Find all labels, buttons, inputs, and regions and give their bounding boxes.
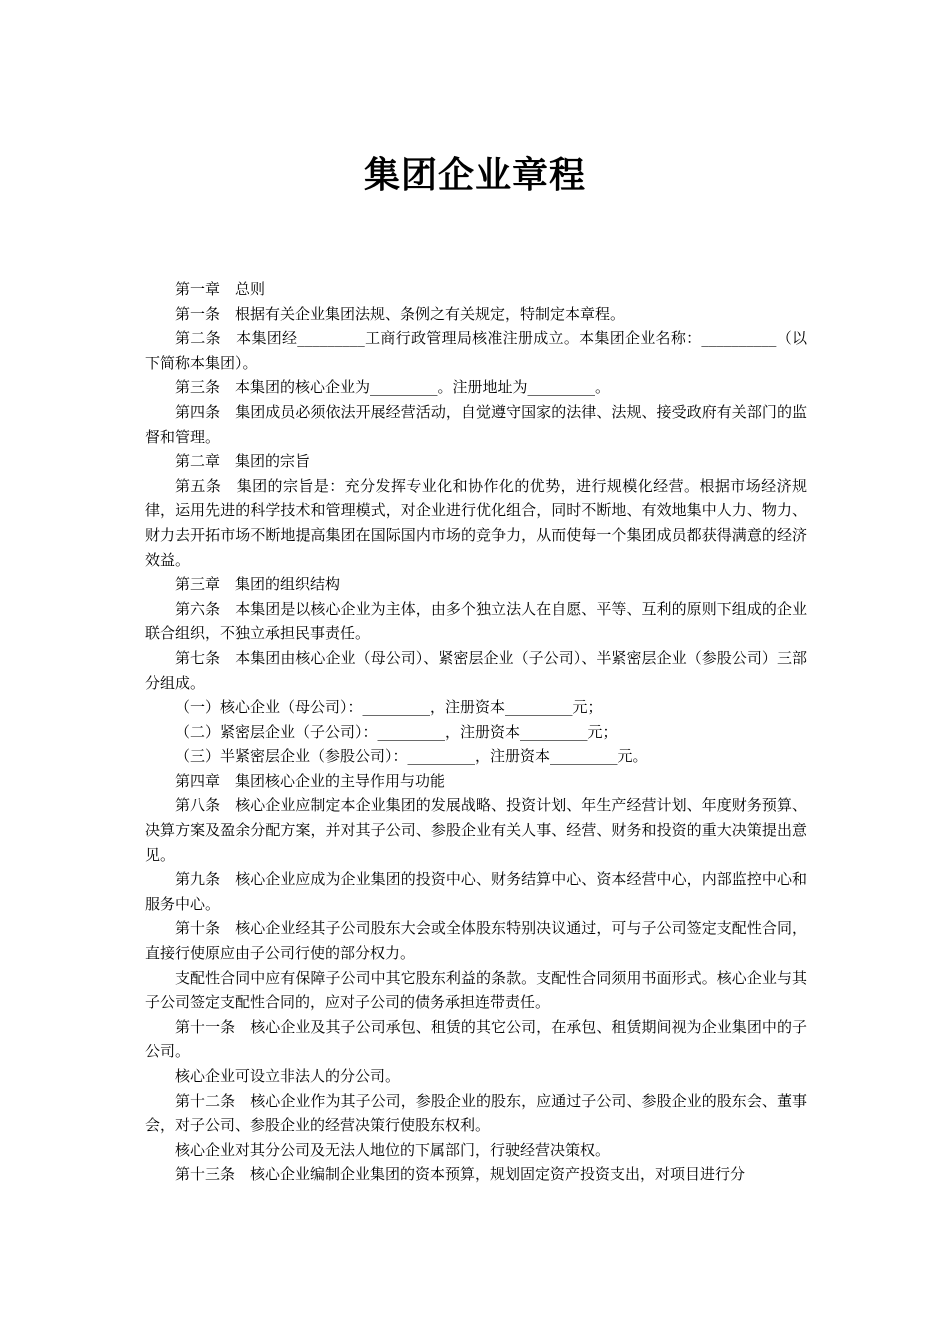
article-paragraph: 第十一条 核心企业及其子公司承包、租赁的其它公司，在承包、租赁期间视为企业集团中的子公司。 [145, 1017, 807, 1061]
document-body [145, 277, 807, 1187]
chapter-heading: 第四章 集团核心企业的主导作用与功能 [175, 771, 446, 790]
list-item: （三）半紧密层企业（参股公司）：_________，注册资本_________元。 [175, 747, 648, 766]
document-title: 集团企业章程 [363, 155, 586, 196]
article-paragraph: 第二条 本集团经_________工商行政管理局核准注册成立。本集团企业名称：__________（以下简称本集团）。 [145, 329, 807, 372]
article-paragraph: 第五条 集团的宗旨是：充分发挥专业化和协作化的优势，进行规模化经营。根据市场经济规律，运用先进的科学技术和管理模式，对企业进行优化组合，同时不断地、有效地集中人力、物力、财力去开拓市场不断地提高集团在国际国内市场的竞争力，从而使每一个集团成员都获得满意的经济效益。 [145, 476, 807, 569]
article-paragraph: 第四条 集团成员必须依法开展经营活动，自觉遵守国家的法律、法规、接受政府有关部门的监督和管理。 [145, 402, 807, 446]
chapter-heading: 第二章 集团的宗旨 [175, 452, 311, 471]
article-paragraph: 第一条 根据有关企业集团法规、条例之有关规定，特制定本章程。 [175, 304, 626, 323]
article-paragraph: 支配性合同中应有保障子公司中其它股东利益的条款。支配性合同须用书面形式。核心企业与其子公司签定支配性合同的，应对子公司的债务承担连带责任。 [145, 968, 807, 1012]
article-paragraph: 第十三条 核心企业编制企业集团的资本预算，规划固定资产投资支出，对项目进行分 [175, 1165, 746, 1184]
article-paragraph: 核心企业可设立非法人的分公司。 [175, 1067, 401, 1085]
article-paragraph: 第七条 本集团由核心企业（母公司）、紧密层企业（子公司）、半紧密层企业（参股公司）三部分组成。 [145, 648, 807, 692]
article-paragraph: 第八条 核心企业应制定本企业集团的发展战略、投资计划、年生产经营计划、年度财务预算、决算方案及盈余分配方案，并对其子公司、参股企业有关人事、经营、财务和投资的重大决策提出意见。 [145, 796, 807, 864]
list-item: （一）核心企业（母公司）：_________，注册资本_________元； [175, 698, 603, 717]
article-paragraph: 第六条 本集团是以核心企业为主体，由多个独立法人在自愿、平等、互利的原则下组成的企业联合组织，不独立承担民事责任。 [145, 599, 807, 643]
article-paragraph: 第九条 核心企业应成为企业集团的投资中心、财务结算中心、资本经营中心，内部监控中心和服务中心。 [145, 870, 807, 913]
chapter-heading: 第一章 总则 [175, 280, 266, 298]
list-item: （二）紧密层企业（子公司）：_________，注册资本_________元； [175, 722, 618, 741]
article-paragraph: 核心企业对其分公司及无法人地位的下属部门，行驶经营决策权。 [175, 1140, 611, 1159]
chapter-heading: 第三章 集团的组织结构 [175, 575, 341, 594]
article-paragraph: 第十条 核心企业经其子公司股东大会或全体股东特别决议通过，可与子公司签定支配性合同，直接行使原应由子公司行使的部分权力。 [145, 919, 807, 963]
article-paragraph: 第十二条 核心企业作为其子公司，参股企业的股东，应通过子公司、参股企业的股东会、董事会，对子公司、参股企业的经营决策行使股东权利。 [145, 1091, 807, 1135]
article-paragraph: 第三条 本集团的核心企业为_________。注册地址为_________。 [175, 378, 611, 397]
